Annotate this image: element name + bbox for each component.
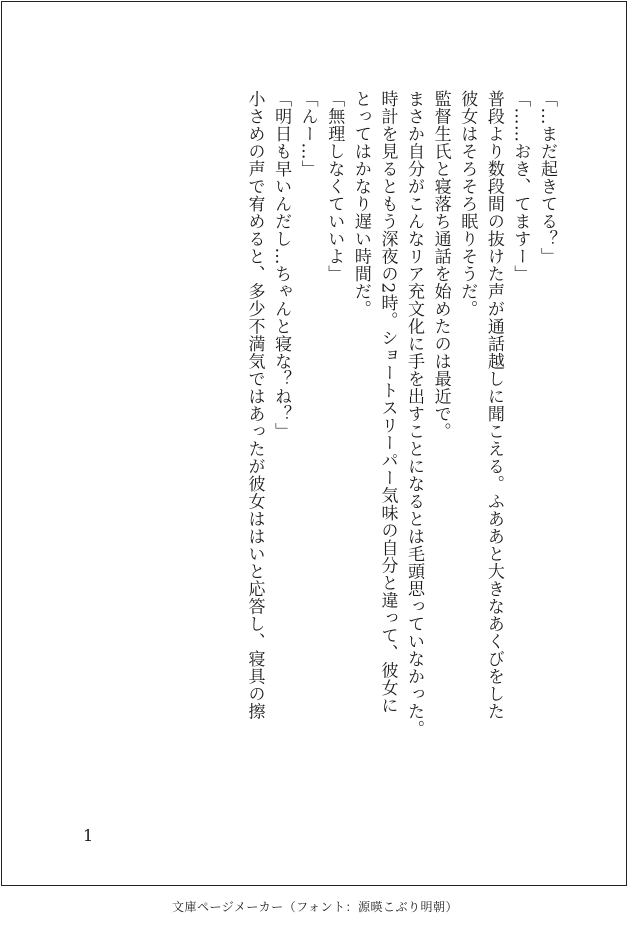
text-line: 「んー…」: [297, 90, 318, 178]
page-frame: [1, 1, 627, 886]
text-line: 「無理しなくていいよ」: [324, 90, 345, 283]
text-line: 監督生氏と寝落ち通話を始めたのは最近で。: [430, 90, 451, 440]
page-number: 1: [83, 826, 94, 845]
text-line: 「明日も早いんだし…ちゃんと寝な？ね？」: [271, 90, 292, 440]
text-line: 「…まだ起きてる？」: [537, 90, 557, 265]
text-line: まさか自分がこんなリア充文化に手を出すことになるとは毛頭思っていなかった。: [404, 90, 425, 738]
text-line: 時計を見るともう深夜の2時。ショートスリーパー気味の自分と違って、彼女に: [377, 90, 398, 714]
text-line: 小さめの声で宥めると、多少不満気ではあったが彼女ははいと応答し、寝具の擦: [244, 90, 265, 720]
novel-body-text: [241, 90, 560, 830]
text-line: 普段より数段間の抜けた声が通話越しに聞こえる。ふああと大きなあくびをした: [483, 90, 504, 720]
text-line: とってはかなり遅い時間だ。: [350, 90, 371, 318]
text-line: 「……おき、てますー」: [510, 90, 531, 283]
footer-credit: 文庫ページメーカー（フォント：源暎こぶり明朝）: [171, 900, 459, 914]
text-line: 彼女はそろそろ眠りそうだ。: [457, 90, 478, 318]
